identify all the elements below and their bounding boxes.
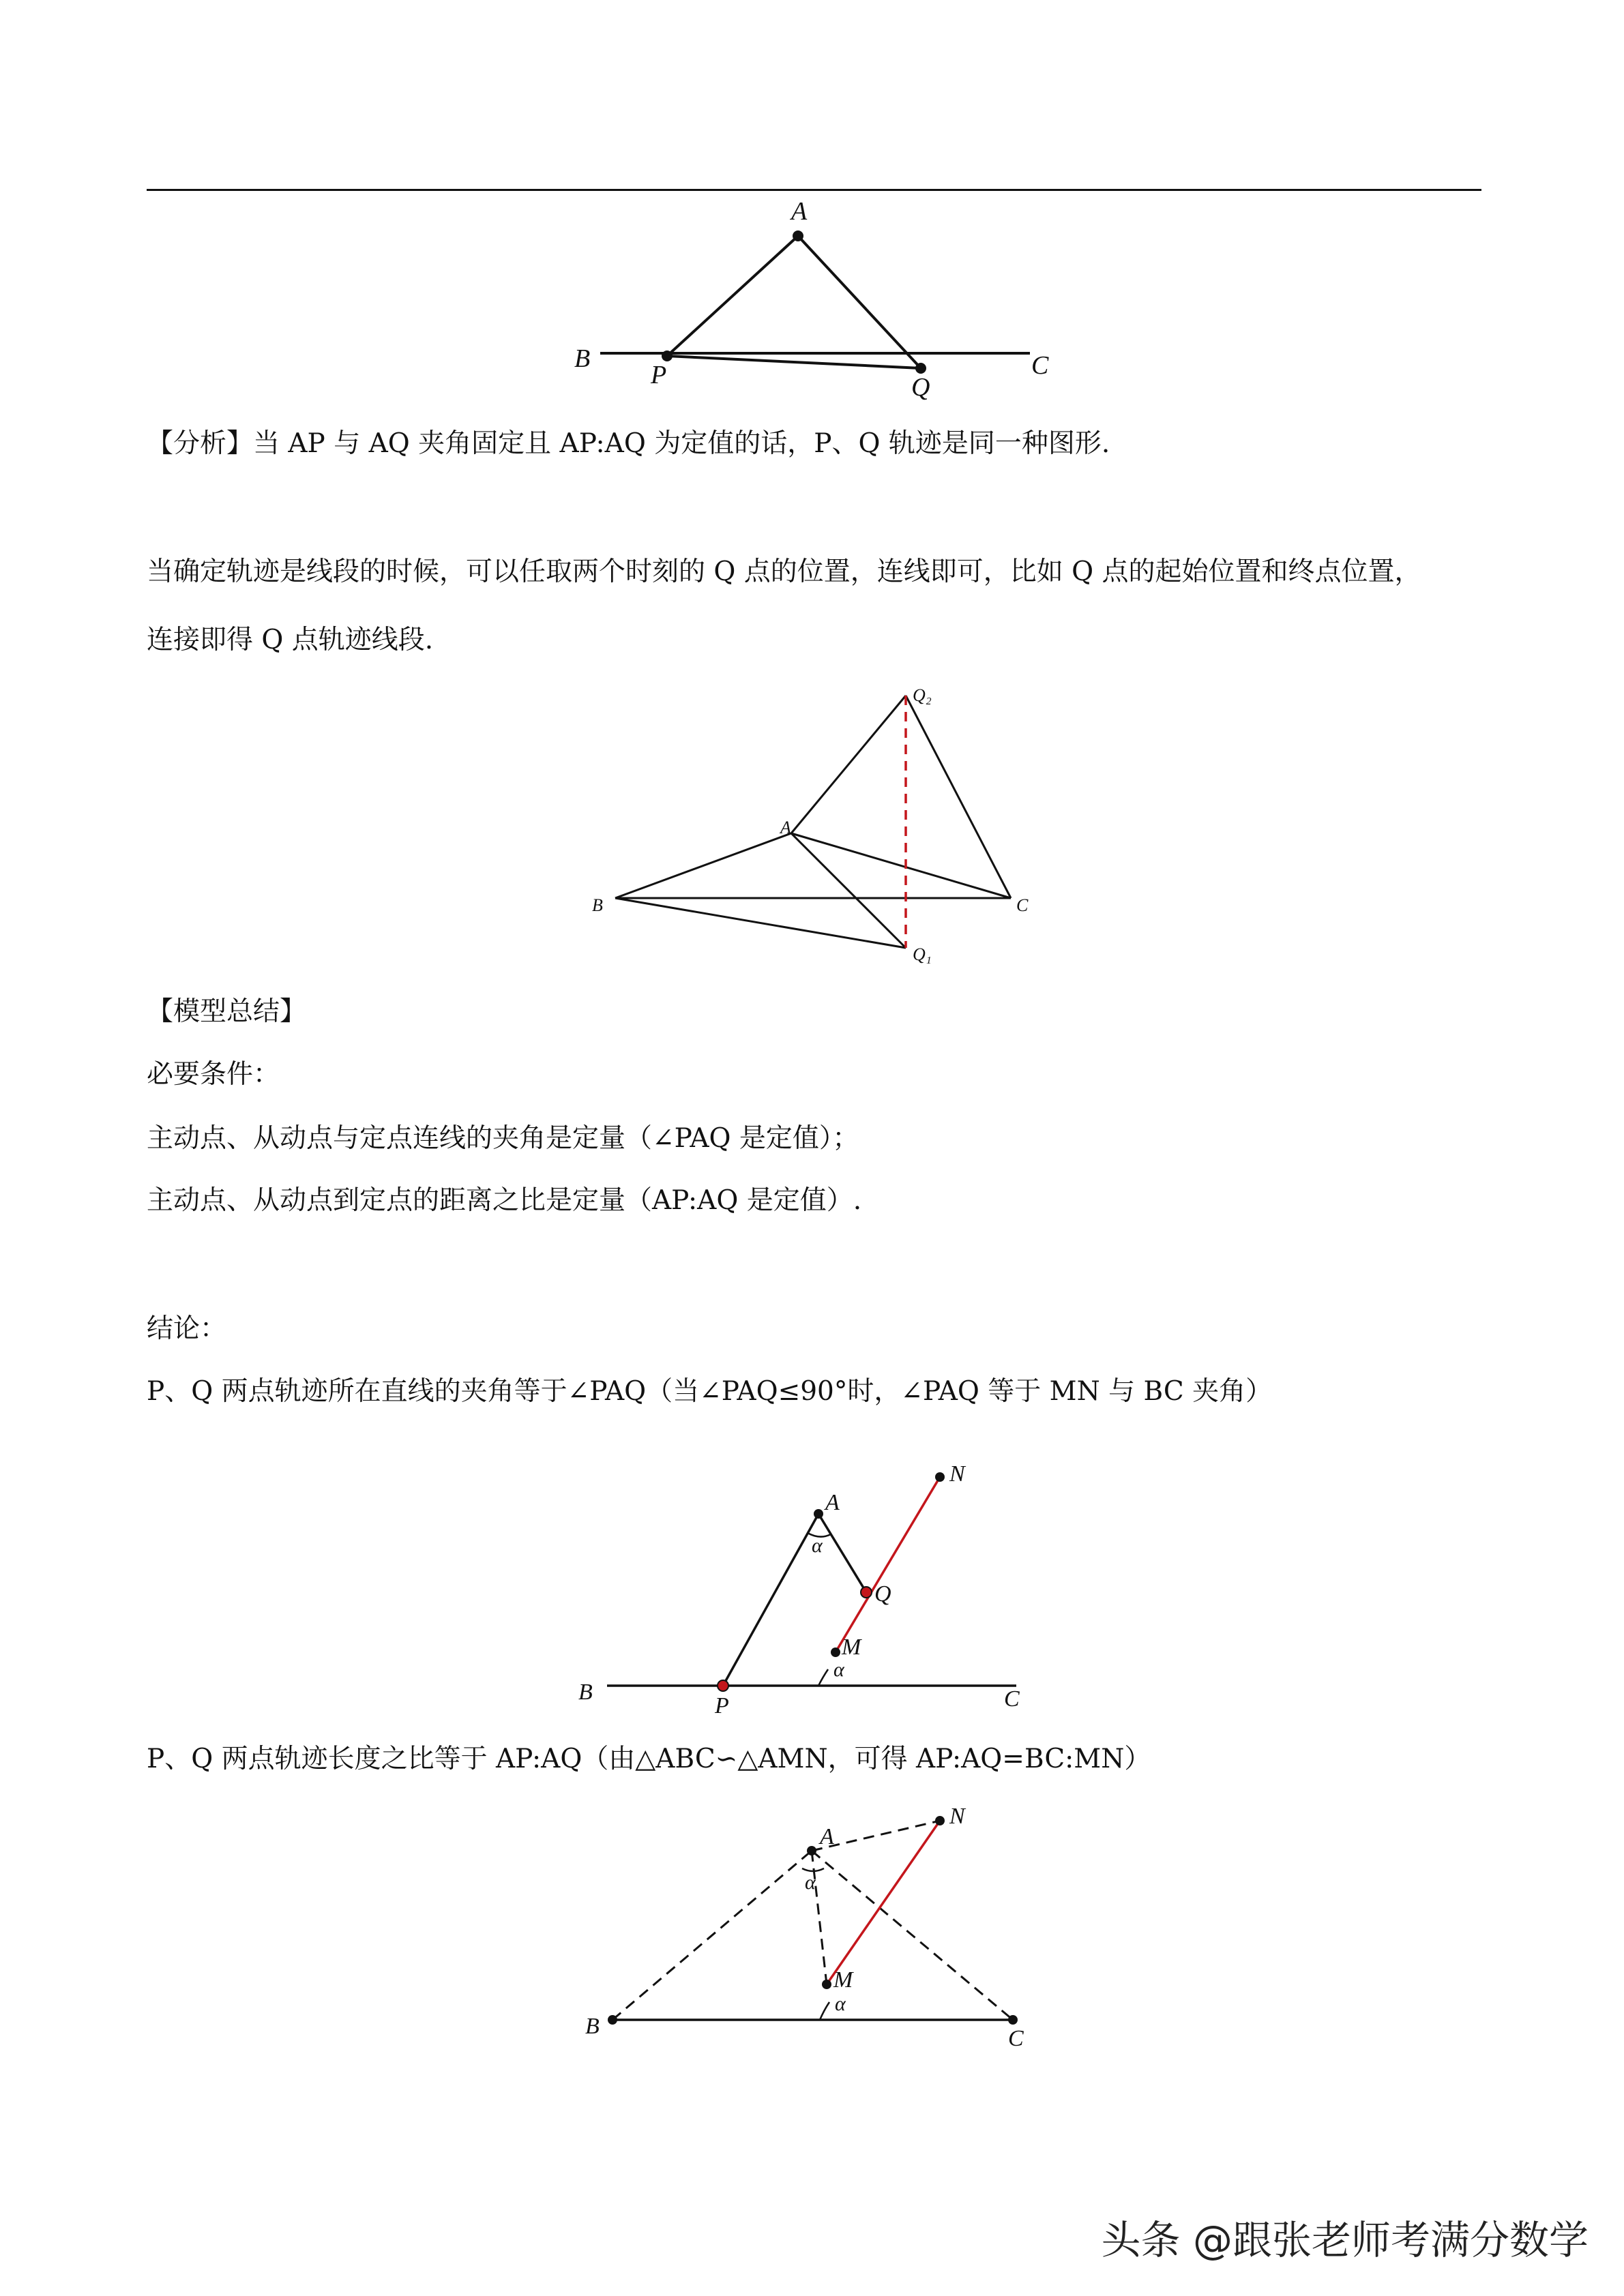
label-b: B bbox=[574, 344, 591, 373]
conclusion-1: P、Q 两点轨迹所在直线的夹角等于∠PAQ（当∠PAQ≤90°时，∠PAQ 等于 MN 与 BC 夹角） bbox=[147, 1376, 1273, 1407]
point-q bbox=[861, 1587, 872, 1598]
label-c: C bbox=[1016, 895, 1029, 915]
figure-triangle-apq bbox=[559, 198, 1050, 409]
point-a bbox=[807, 1846, 816, 1855]
condition-1: 主动点、从动点与定点连线的夹角是定量（∠PAQ 是定值）； bbox=[147, 1123, 859, 1154]
label-m: M bbox=[842, 1635, 861, 1660]
segment-q2c bbox=[906, 696, 1011, 898]
segment-pa bbox=[723, 1514, 818, 1686]
angle-arc-mn bbox=[820, 2002, 829, 2020]
point-a bbox=[814, 1509, 823, 1519]
label-alpha-mn: α bbox=[835, 1993, 846, 2015]
paragraph-line-1: 当确定轨迹是线段的时候，可以任取两个时刻的 Q 点的位置，连线即可，比如 Q 点的起始位置和终点位置， bbox=[147, 556, 1421, 587]
conditions-title: 必要条件： bbox=[147, 1059, 280, 1090]
label-n: N bbox=[949, 1804, 965, 1829]
label-p: P bbox=[651, 361, 667, 389]
label-alpha-mn: α bbox=[833, 1658, 844, 1681]
label-alpha-a: α bbox=[805, 1871, 816, 1894]
label-c: C bbox=[1004, 1686, 1020, 1712]
trajectory-mn bbox=[827, 1821, 940, 1984]
condition-2: 主动点、从动点到定点的距离之比是定量（AP:AQ 是定值）. bbox=[147, 1185, 862, 1216]
angle-arc-mn bbox=[818, 1669, 828, 1686]
point-m bbox=[822, 1980, 831, 1989]
figure-trajectory-q1q2 bbox=[580, 682, 1057, 968]
summary-title: 【模型总结】 bbox=[147, 996, 307, 1027]
label-b: B bbox=[592, 895, 603, 915]
segment-aq bbox=[818, 1514, 866, 1592]
trajectory-mn bbox=[836, 1477, 940, 1652]
point-a bbox=[793, 230, 803, 241]
point-n bbox=[935, 1816, 945, 1825]
label-c: C bbox=[1008, 2026, 1024, 2051]
point-b bbox=[608, 2015, 617, 2025]
watermark: 头条 @跟张老师考满分数学 bbox=[1101, 2217, 1589, 2263]
label-alpha-a: α bbox=[812, 1534, 823, 1557]
label-a: A bbox=[791, 197, 808, 226]
label-q: Q bbox=[911, 373, 930, 402]
paragraph-line-2: 连接即得 Q 点轨迹线段. bbox=[147, 625, 434, 655]
figure-angle-relation bbox=[580, 1459, 1057, 1725]
point-n bbox=[935, 1472, 945, 1482]
point-p bbox=[662, 351, 673, 361]
segment-ba bbox=[615, 833, 791, 898]
point-p bbox=[718, 1680, 728, 1691]
label-b: B bbox=[585, 2014, 600, 2039]
segment-ba bbox=[612, 1851, 812, 2020]
label-c: C bbox=[1031, 351, 1049, 380]
conclusion-2: P、Q 两点轨迹长度之比等于 AP:AQ（由△ABC∽△AMN，可得 AP:AQ=BC:MN） bbox=[147, 1744, 1151, 1774]
point-m bbox=[831, 1648, 840, 1657]
header-rule bbox=[147, 189, 1481, 191]
label-a: A bbox=[820, 1824, 834, 1849]
segment-pq bbox=[667, 356, 921, 368]
point-q bbox=[915, 363, 926, 374]
label-a: A bbox=[780, 818, 791, 837]
label-a: A bbox=[825, 1490, 840, 1515]
label-q: Q bbox=[874, 1581, 891, 1607]
label-q1: Q₁ bbox=[913, 944, 932, 964]
label-q2: Q₂ bbox=[913, 685, 932, 705]
label-b: B bbox=[578, 1680, 593, 1705]
label-p: P bbox=[715, 1693, 729, 1718]
figure-similar-triangles bbox=[580, 1800, 1057, 2066]
point-c bbox=[1008, 2015, 1018, 2025]
analysis-text: 【分析】当 AP 与 AQ 夹角固定且 AP:AQ 为定值的话，P、Q 轨迹是同一种图形. bbox=[147, 428, 1110, 459]
segment-aq2 bbox=[791, 696, 906, 833]
segment-aq bbox=[798, 236, 921, 368]
label-m: M bbox=[833, 1967, 853, 1993]
segment-pa bbox=[667, 236, 798, 356]
label-n: N bbox=[949, 1461, 965, 1487]
conclusion-title: 结论： bbox=[147, 1313, 227, 1344]
